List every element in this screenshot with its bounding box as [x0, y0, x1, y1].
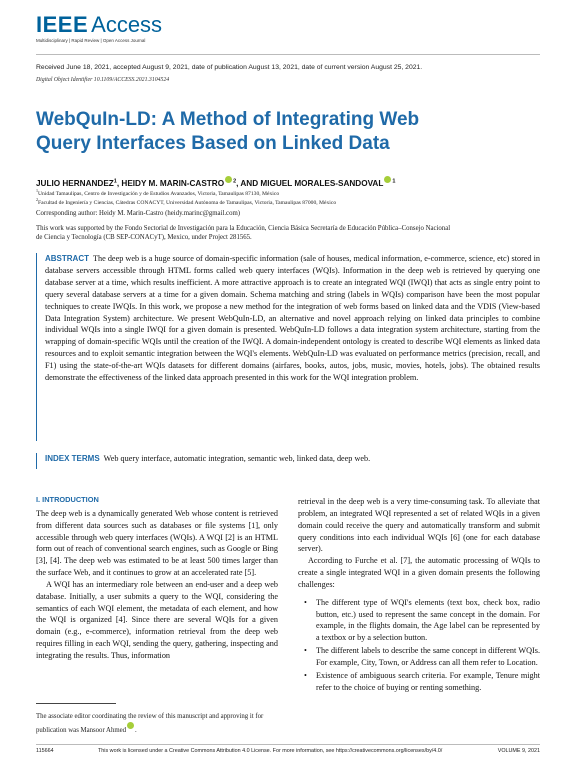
list-item: • The different type of WQI's elements (text box, check box, radio button, etc.) used to represent the same concept in the domain. For example, in the flights domain, the Age label can be represented by a textbox or by a selection button. [298, 597, 540, 644]
author-3: , AND MIGUEL MORALES-SANDOVAL [236, 179, 384, 188]
author-2-affil: 2 [233, 178, 237, 185]
footer-divider [36, 744, 540, 745]
ieee-access-logo [36, 12, 162, 38]
right-paragraph-2: According to Furche et al. [7], the automatic processing of WQIs to create a single integrated WQI in a given domain presents the following challenges: [298, 556, 540, 589]
left-column [36, 494, 278, 662]
index-terms-body: Web query interface, automatic integration, semantic web, linked data, deep web. [103, 454, 371, 463]
list-item: • Existence of ambiguous search criteria. For example, Tenure might refer to the choice of buying or renting something. [298, 670, 540, 694]
intro-paragraph-2: A WQI has an intermediary role between an end-user and a deep web database. Initially, a user submits a query to the WQI, considering the semantics of each WQI element, the metadata of each element, and how the WQI is organized [4]. Since there are several WQIs for a given domain (e.g., e-commerce), information retrieval from the deep web requires filling in each WQI, sending the query, gathering, inspecting and integrating the results. Thus, information [36, 579, 278, 660]
header-divider [36, 54, 540, 55]
challenge-list [298, 597, 540, 694]
author-2: , HEIDY M. MARIN-CASTRO [116, 179, 225, 188]
intro-paragraph-1: The deep web is a dynamically generated Web whose content is retrieved from different data sources such as databases or file systems [1], only accessible through web query interfaces (WQIs). A WQI [2] is an HTML form out of reach of conventional search engines, such as Google or Bing [3], [4]. The deep web was estimated to be at least 500 times larger than the surface Web, and it continues to grow at an accelerated rate [5]. [36, 508, 278, 578]
right-column [298, 496, 540, 695]
affiliation-1: $^1$Unidad Tamaulipas, Centro de Investigación y de Estudios Avanzados, Victoria, Tamaulipas 87130, México [36, 188, 280, 197]
abstract-section [36, 253, 540, 441]
license-text[interactable]: This work is licensed under a Creative Commons Attribution 4.0 License. For more information, see https://creativecommons.org/licenses/by/4.0/ [98, 748, 443, 754]
title-line-1: WebQuIn-LD: A Method of Integrating Web [36, 109, 420, 130]
page-number: 115664 [36, 748, 54, 754]
footnote: The associate editor coordinating the review of this manuscript and approving it for publication was Mansoor Ahmed . [36, 713, 264, 734]
index-terms-section [36, 453, 540, 469]
abstract-body: The deep web is a huge source of domain-specific information (sale of houses, medical information, e-commerce, science, etc) stored in database servers accessible through HTML forms called web query interfaces (WQIs). Information in the deep web is retrieved by querying one database server at a time, which results inefficient. A more attractive approach is to create an integrated WQI (IWQI) that acts as single entry point to query several database servers at a time for a given domain. Schema matching and string (labels in WQIs) comparison have been the most popular techniques to create IWQIs. In this work, we propose a new method for the integration of web forms based on linked data and the VDIS (View-based Data Integration System) architecture. We present WebQuIn-LD, an alternative and novel approach relying on linked data principles to combine individual WQIs into a single IWQI for a given domain is presented. WebQuIn-LD follows a data integration system architecture, starting from the wrapping of domain-specific WQIs until the creation of the IWQI. A domain-independent ontology is created to describe WQI elements as linked data resources and to exploit semantic integration between the WQI's elements. WebQuIn-LD was evaluated on performance metrics (precision, recall, and F1) using the state-of-the-art WQIs datasets for different domains (airfares, books, autos, jobs, music, movies, hotels, jobs). The obtained results demonstrate the effectiveness of the linked data approach presented in this work for the WQI integration problem. [45, 254, 540, 383]
index-terms-label: INDEX TERMS [45, 454, 100, 463]
logo-access-text: Access [91, 12, 163, 37]
abstract-text [45, 253, 540, 384]
affiliation-2: $^2$Facultad de Ingeniería y Ciencias, Cátedras CONACYT, Universidad Autónoma de Tamaulipas, Victoria, Tamaulipas 87000, México [36, 197, 337, 206]
author-list [36, 176, 395, 188]
logo-ieee-text: IEEE [36, 12, 89, 37]
list-item: • The different labels to describe the same concept in different WQIs. For example, City, Town, or Address can all them refer to Location. [298, 645, 540, 669]
volume-label: VOLUME 9, 2021 [497, 748, 540, 754]
funding-note: This work was supported by the Fondo Sectorial de Investigación para la Educación, Ciencia Básica Secretaría de Educación Pública–Consejo Nacional de Ciencia y Tecnología (CB SEP-CONACyT), Mexico, under Project 281565. [36, 225, 451, 241]
footnote-divider [36, 703, 116, 704]
author-3-affil: 1 [392, 178, 396, 185]
paper-title [36, 108, 476, 156]
author-1: JULIO HERNANDEZ [36, 179, 114, 188]
orcid-icon[interactable] [225, 176, 232, 183]
index-terms-text [45, 453, 540, 465]
corresponding-author: Corresponding author: Heidy M. Marin-Castro (heidy.marinc@gmail.com) [36, 210, 241, 217]
orcid-icon[interactable] [384, 176, 391, 183]
orcid-icon[interactable] [127, 722, 134, 729]
abstract-label: ABSTRACT [45, 254, 89, 263]
received-dates: Received June 18, 2021, accepted August 9, 2021, date of publication August 13, 2021, date of current version August 25, 2021. [36, 64, 423, 71]
footnote-text: The associate editor coordinating the review of this manuscript and approving it for publication was Mansoor Ahmed [36, 713, 264, 734]
author-1-affil: 1 [113, 178, 117, 185]
title-line-2: Query Interfaces Based on Linked Data [36, 133, 390, 154]
right-paragraph-1: retrieval in the deep web is a very time-consuming task. To alleviate that problem, an integrated WQI represented a set of related WQIs in a given domain could receive the query and automatically transform and submit query conditions into each individual WQIs [6] (one for each database server). [298, 497, 540, 554]
doi-line: Digital Object Identifier 10.1109/ACCESS.2021.3104524 [36, 77, 170, 83]
logo-tagline: Multidisciplinary | Rapid Review | Open Access Journal [36, 38, 146, 43]
intro-heading: I. INTRODUCTION [36, 495, 99, 504]
